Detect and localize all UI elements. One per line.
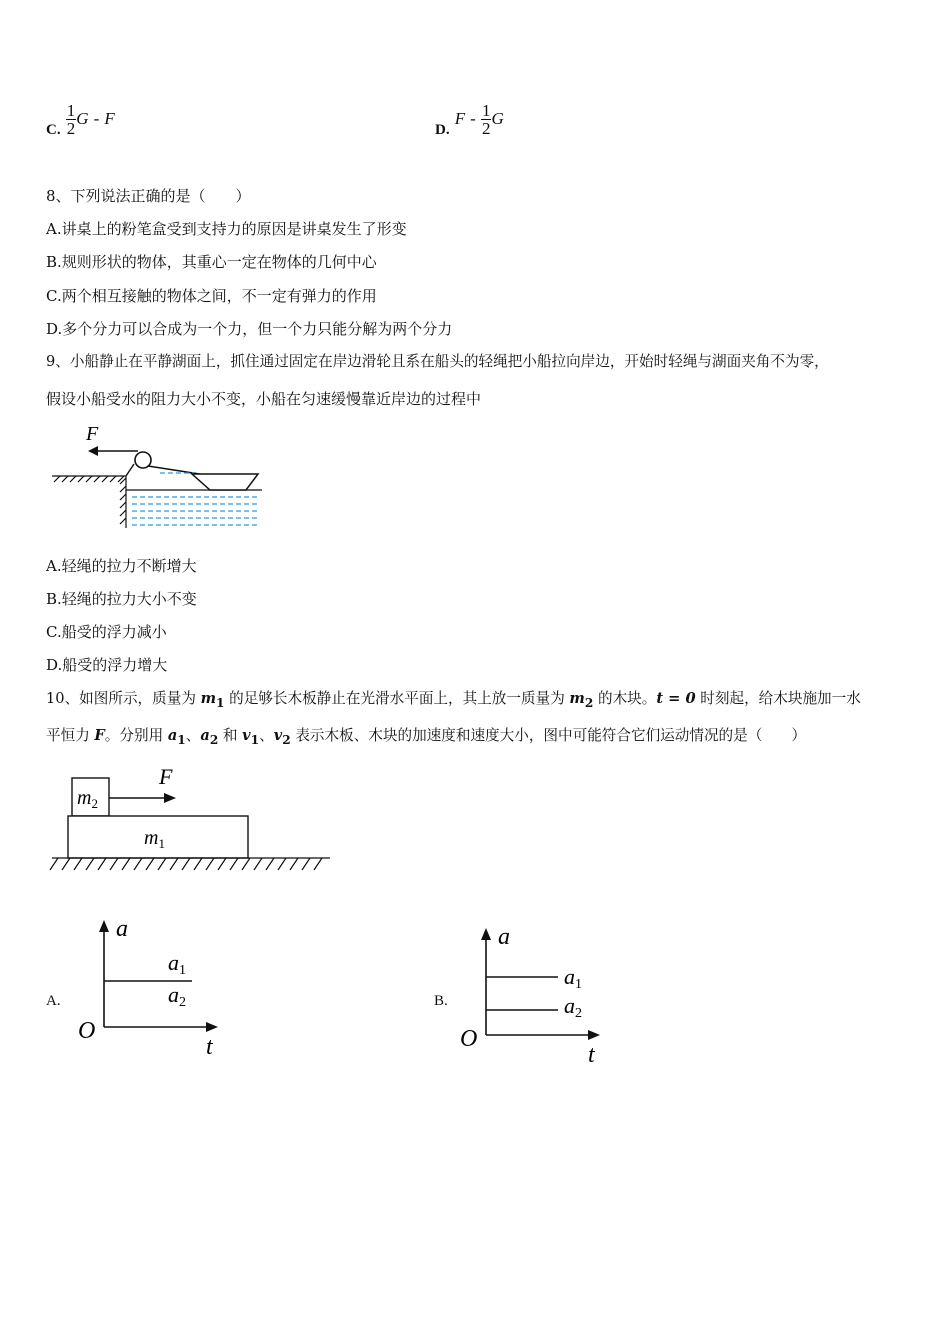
math-a2: a: [200, 727, 210, 744]
ground-hatching: [52, 476, 126, 528]
text: 时刻起，给木块施加一水: [695, 690, 861, 707]
q9-option-d[interactable]: D.船受的浮力增大: [46, 656, 168, 674]
q9-option-c[interactable]: C.船受的浮力减小: [46, 623, 167, 641]
text: 和: [218, 727, 243, 744]
option-label: C.: [46, 122, 61, 138]
q7-option-d[interactable]: [435, 102, 504, 137]
math-m: m: [569, 690, 585, 707]
subscript: 1: [216, 695, 225, 710]
math-t0: t = 0: [656, 690, 696, 707]
math-m: m: [200, 690, 217, 707]
math-a1: a: [167, 727, 178, 744]
y-axis: [481, 928, 491, 1035]
q9-option-a[interactable]: A.轻绳的拉力不断增大: [46, 557, 197, 575]
q8-option-d[interactable]: D.多个分力可以合成为一个力，但一个力只能分解为两个分力: [46, 320, 453, 338]
fraction-denominator: 2: [481, 119, 491, 138]
text: 的足够长木板静止在光滑水平面上，其上放一质量为: [224, 690, 570, 707]
subscript: 1: [250, 732, 260, 747]
subscript: 2: [584, 695, 594, 710]
q10-graph-a[interactable]: [74, 912, 234, 1062]
line-label-a2: a2: [168, 982, 186, 1010]
q10-stem-line-2: [46, 726, 806, 750]
x-axis-label: t: [206, 1034, 213, 1060]
origin-label: O: [78, 1018, 96, 1044]
q9-boat-figure: [46, 418, 276, 533]
x-axis-label: t: [588, 1042, 595, 1068]
subscript: 2: [209, 732, 219, 747]
fraction: [481, 102, 492, 137]
boat: [192, 474, 258, 490]
q9-option-b[interactable]: B.轻绳的拉力大小不变: [46, 590, 197, 608]
ground-hatching: [50, 858, 330, 870]
math-F: F: [94, 727, 105, 744]
math-variable: F: [104, 109, 115, 128]
text: 、: [259, 727, 274, 744]
minus-sign: -: [93, 109, 100, 128]
math-variable: G: [76, 109, 89, 128]
force-arrow: [109, 793, 176, 803]
q8-option-b[interactable]: B.规则形状的物体，其重心一定在物体的几何中心: [46, 253, 377, 271]
line-label-a2: a2: [564, 993, 582, 1021]
text: 。分别用: [104, 727, 168, 744]
pulley-post: [126, 464, 134, 476]
text: 平恒力: [46, 727, 95, 744]
block-m2-label: $m_2$: [77, 787, 98, 811]
q10-stem-line-1: [46, 689, 861, 713]
q10-graph-b[interactable]: [456, 920, 616, 1070]
board-m1-label: $m_1$: [144, 827, 165, 851]
math-v1: v: [242, 727, 251, 744]
option-label: D.: [435, 122, 450, 138]
x-axis: [104, 1022, 218, 1032]
y-axis-label: a: [116, 916, 128, 942]
text: 的木块。: [593, 690, 657, 707]
q8-stem: 8、下列说法正确的是（ ）: [46, 187, 251, 205]
text: 、: [185, 727, 201, 744]
line-label-a1: a1: [564, 964, 582, 992]
q10-block-figure: [46, 760, 336, 878]
q9-stem-line-1: 9、小船静止在平静湖面上，抓住通过固定在岸边滑轮且系在船头的轻绳把小船拉向岸边，开始时轻绳与湖面夹角不为零，: [46, 353, 829, 370]
x-axis: [486, 1030, 600, 1040]
minus-sign: -: [470, 109, 476, 128]
math-v2: v: [273, 727, 283, 744]
line-label-a1: a1: [168, 950, 186, 978]
force-label: F: [159, 764, 173, 789]
subscript: 1: [177, 732, 186, 747]
q10-option-b-label[interactable]: B.: [434, 993, 448, 1009]
q8-option-c[interactable]: C.两个相互接触的物体之间，不一定有弹力的作用: [46, 287, 377, 305]
subscript: 2: [282, 732, 291, 747]
y-axis-label: a: [498, 924, 510, 950]
fraction-numerator: 1: [481, 101, 491, 120]
force-arrow: [88, 446, 138, 456]
fraction: [66, 102, 77, 137]
q7-option-c[interactable]: [46, 102, 115, 137]
q8-option-a[interactable]: A.讲桌上的粉笔盒受到支持力的原因是讲桌发生了形变: [46, 220, 407, 238]
text: 10、如图所示，质量为: [46, 690, 201, 707]
force-label: F: [86, 423, 99, 445]
q9-stem-line-2: 假设小船受水的阻力大小不变，小船在匀速缓慢靠近岸边的过程中: [46, 390, 482, 408]
q10-option-a-label[interactable]: A.: [46, 993, 61, 1009]
origin-label: O: [460, 1026, 478, 1052]
math-variable: F: [454, 109, 466, 128]
text: 表示木板、木块的加速度和速度大小，图中可能符合它们运动情况的是（ ）: [290, 727, 807, 744]
fraction-denominator: 2: [66, 119, 76, 138]
y-axis: [99, 920, 109, 1027]
fraction-numerator: 1: [66, 101, 76, 120]
math-variable: G: [491, 109, 504, 128]
